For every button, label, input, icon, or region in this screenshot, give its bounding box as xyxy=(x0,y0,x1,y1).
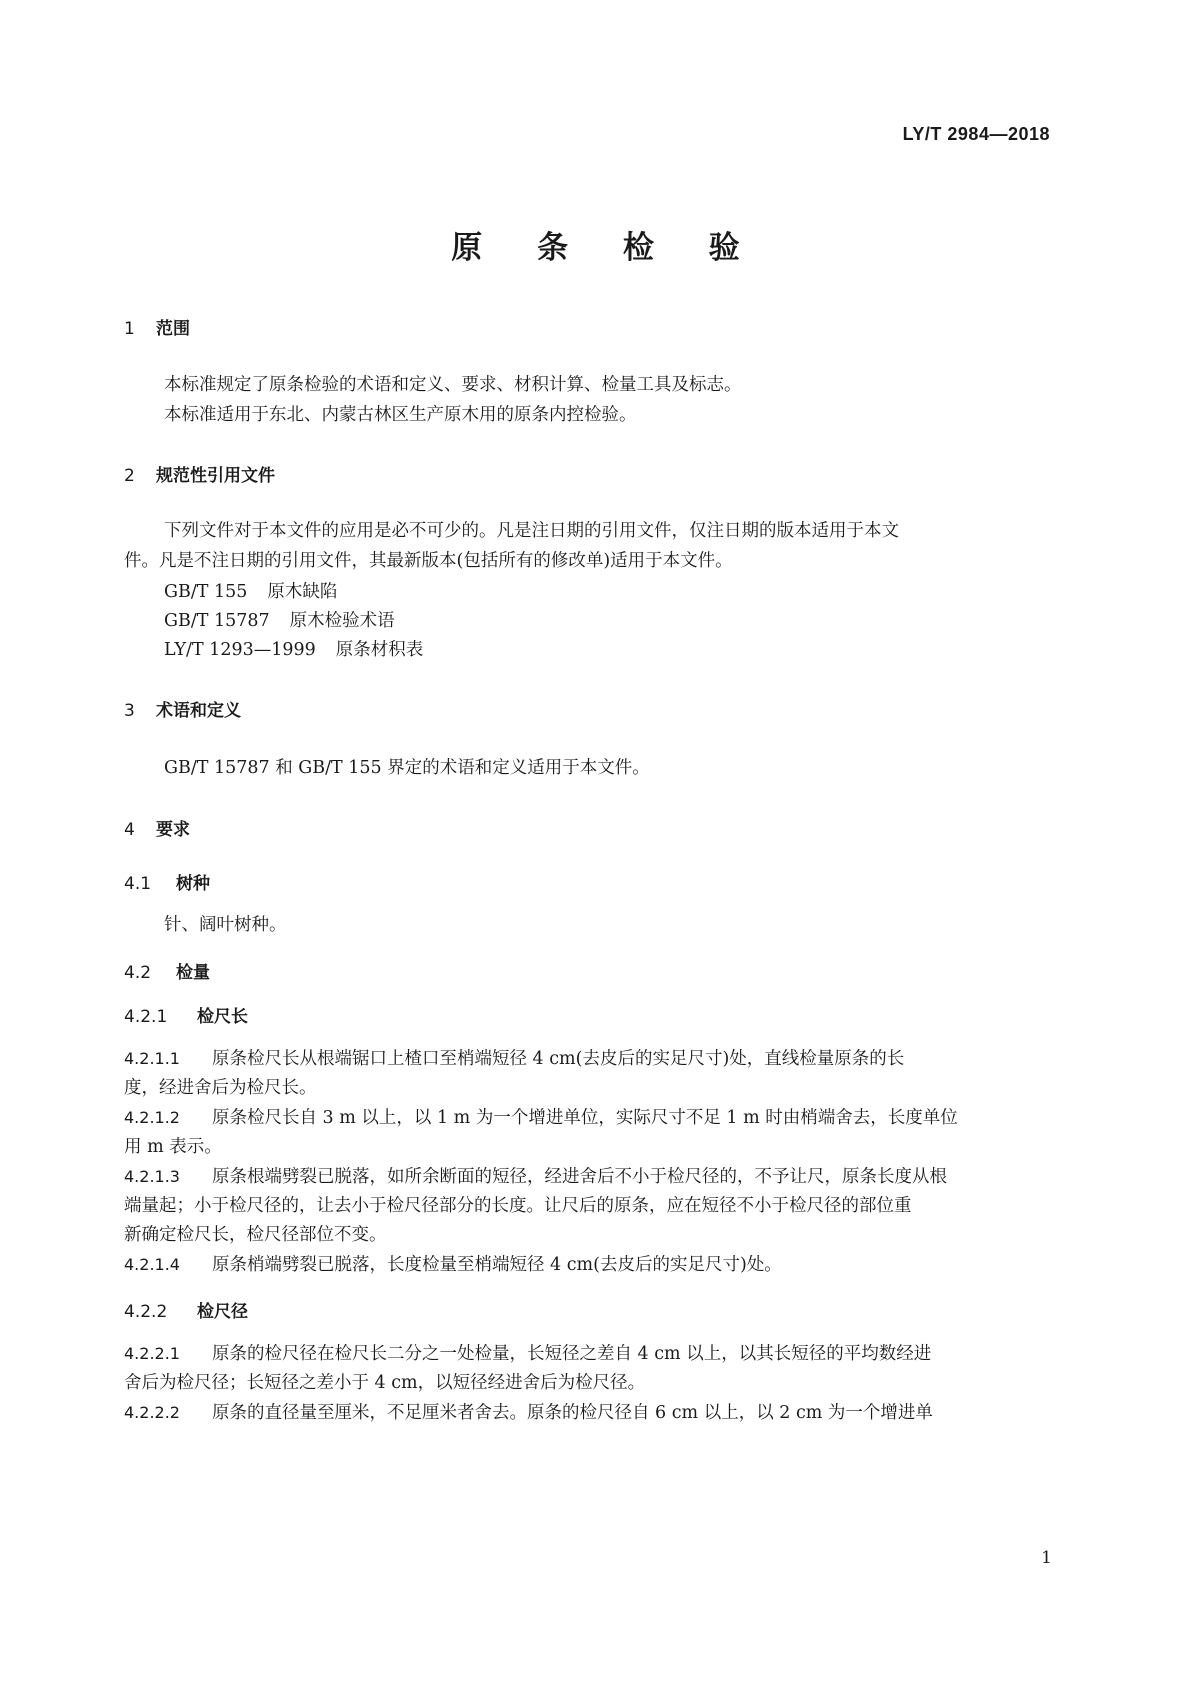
subsection-title: 检尺径 xyxy=(197,1302,248,1322)
section-number: 1 xyxy=(124,319,135,339)
clause-number: 4.2.2.1 xyxy=(124,1344,180,1363)
clause-4-2-1-4-line-1 xyxy=(124,1251,782,1276)
section-title: 范围 xyxy=(156,319,190,339)
section-number: 2 xyxy=(124,466,135,486)
subsection-title: 检量 xyxy=(176,963,210,983)
reference-code: GB/T 155 xyxy=(164,582,248,602)
clause-number: 4.2.2.2 xyxy=(124,1403,180,1422)
section-title: 要求 xyxy=(156,820,190,840)
clause-text: 原条检尺长自 3 m 以上，以 1 m 为一个增进单位，实际尺寸不足 1 m 时由梢端舍去，长度单位 xyxy=(212,1108,958,1128)
page-number: 1 xyxy=(1041,1548,1052,1568)
clause-number: 4.2.1.2 xyxy=(124,1108,180,1127)
clause-text: 原条检尺长从根端锯口上楂口至梢端短径 4 cm(去皮后的实足尺寸)处，直线检量原条的长 xyxy=(212,1049,905,1069)
clause-4-2-1-2-line-1 xyxy=(124,1104,958,1129)
subsection-4-2-2-heading xyxy=(124,1297,248,1322)
reference-code: LY/T 1293—1999 xyxy=(164,640,316,660)
section-1-heading xyxy=(124,314,190,339)
reference-name: 原木检验术语 xyxy=(289,611,395,631)
section-title: 规范性引用文件 xyxy=(156,466,275,486)
reference-item xyxy=(164,636,423,661)
subsection-title: 检尺长 xyxy=(197,1007,248,1027)
clause-4-2-1-1-line-2: 度，经进舍后为检尺长。 xyxy=(124,1078,317,1098)
clause-text: 原条的直径量至厘米，不足厘米者舍去。原条的检尺径自 6 cm 以上，以 2 cm 为一个增进单 xyxy=(212,1403,933,1423)
section-3-paragraph: GB/T 15787 和 GB/T 155 界定的术语和定义适用于本文件。 xyxy=(164,758,650,778)
section-3-heading xyxy=(124,696,241,721)
standard-number: LY/T 2984—2018 xyxy=(902,124,1050,144)
clause-number: 4.2.1.4 xyxy=(124,1255,180,1274)
section-2-paragraph-line-1: 下列文件对于本文件的应用是必不可少的。凡是注日期的引用文件，仅注日期的版本适用于本文 xyxy=(164,521,899,541)
subsection-number: 4.1 xyxy=(124,874,152,894)
section-2-paragraph-line-2: 件。凡是不注日期的引用文件，其最新版本(包括所有的修改单)适用于本文件。 xyxy=(124,551,733,571)
section-1-paragraph-1: 本标准规定了原条检验的术语和定义、要求、材积计算、检量工具及标志。 xyxy=(164,375,742,395)
subsection-number: 4.2.1 xyxy=(124,1007,168,1027)
clause-text: 原条的检尺径在检尺长二分之一处检量，长短径之差自 4 cm 以上，以其长短径的平均数经进 xyxy=(212,1344,932,1364)
clause-4-2-1-1-line-1 xyxy=(124,1045,904,1070)
clause-4-2-1-2-line-2: 用 m 表示。 xyxy=(124,1137,222,1157)
section-title: 术语和定义 xyxy=(156,701,241,721)
reference-name: 原条材积表 xyxy=(335,640,424,660)
reference-item xyxy=(164,607,395,632)
subsection-title: 树种 xyxy=(176,874,210,894)
reference-code: GB/T 15787 xyxy=(164,611,270,631)
clause-4-2-1-3-line-3: 新确定检尺长，检尺径部位不变。 xyxy=(124,1225,387,1245)
section-2-heading xyxy=(124,461,275,486)
section-number: 4 xyxy=(124,820,135,840)
clause-number: 4.2.1.3 xyxy=(124,1167,180,1186)
subsection-4-2-1-heading xyxy=(124,1002,248,1027)
clause-4-2-1-3-line-1 xyxy=(124,1163,947,1188)
clause-number: 4.2.1.1 xyxy=(124,1049,180,1068)
section-number: 3 xyxy=(124,701,135,721)
reference-item xyxy=(164,578,337,603)
subsection-4-1-heading xyxy=(124,869,210,894)
subsection-number: 4.2.2 xyxy=(124,1302,168,1322)
clause-4-2-2-1-line-2: 舍后为检尺径；长短径之差小于 4 cm，以短径经进舍后为检尺径。 xyxy=(124,1373,646,1393)
subsection-4-1-paragraph: 针、阔叶树种。 xyxy=(164,915,287,935)
clause-text: 原条根端劈裂已脱落，如所余断面的短径，经进舍后不小于检尺径的，不予让尺，原条长度从根 xyxy=(212,1167,947,1187)
clause-text: 原条梢端劈裂已脱落，长度检量至梢端短径 4 cm(去皮后的实足尺寸)处。 xyxy=(212,1255,782,1275)
reference-name: 原木缺陷 xyxy=(267,582,338,602)
document-title: 原 条 检 验 xyxy=(451,230,762,266)
clause-4-2-2-1-line-1 xyxy=(124,1340,931,1365)
section-4-heading xyxy=(124,815,190,840)
clause-4-2-1-3-line-2: 端量起；小于检尺径的，让去小于检尺径部分的长度。让尺后的原条，应在短径不小于检尺径的部位重 xyxy=(124,1196,912,1216)
subsection-4-2-heading xyxy=(124,958,210,983)
subsection-number: 4.2 xyxy=(124,963,152,983)
section-1-paragraph-2: 本标准适用于东北、内蒙古林区生产原木用的原条内控检验。 xyxy=(164,405,637,425)
clause-4-2-2-2-line-1 xyxy=(124,1399,933,1424)
